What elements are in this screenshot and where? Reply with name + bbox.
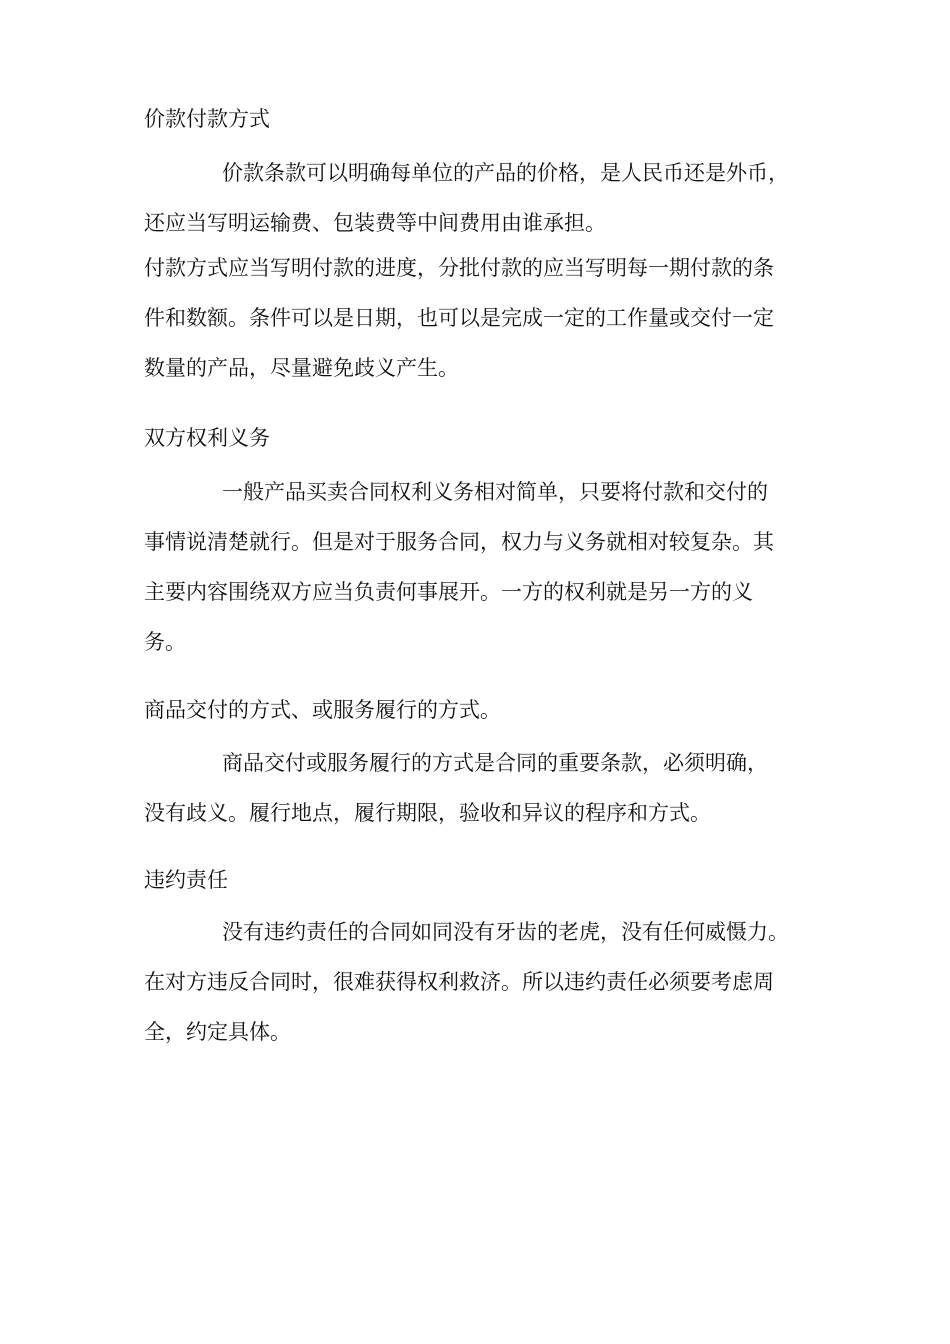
paragraph-line: 件和数额。条件可以是日期，也可以是完成一定的工作量或交付一定: [144, 306, 774, 330]
paragraph-line: 价款条款可以明确每单位的产品的价格，是人民币还是外币，: [222, 161, 789, 185]
section-heading-price-payment: [144, 94, 824, 144]
heading-text: 双方权利义务: [144, 426, 270, 450]
paragraph-line: 一般产品买卖合同权利义务相对简单，只要将付款和交付的: [222, 480, 768, 504]
paragraph-payment-method: [144, 243, 824, 393]
paragraph-line: 商品交付或服务履行的方式是合同的重要条款，必须明确，: [222, 751, 768, 775]
paragraph-rights-obligations: [144, 467, 824, 667]
section-heading-delivery-method: [144, 685, 824, 735]
paragraph-line: 没有违约责任的合同如同没有牙齿的老虎，没有任何威慑力。: [222, 920, 789, 944]
paragraph-line: 主要内容围绕双方应当负责何事展开。一方的权利就是另一方的义: [144, 580, 753, 604]
heading-text: 价款付款方式: [144, 107, 270, 131]
heading-text: 违约责任: [144, 868, 228, 892]
paragraph-line: 付款方式应当写明付款的进度，分批付款的应当写明每一期付款的条: [144, 256, 774, 280]
paragraph-line: 数量的产品，尽量避免歧义产生。: [144, 356, 459, 380]
heading-text: 商品交付的方式、或服务履行的方式。: [144, 698, 501, 722]
paragraph-line: 在对方违反合同时，很难获得权利救济。所以违约责任必须要考虑周: [144, 970, 774, 994]
paragraph-line: 没有歧义。履行地点，履行期限，验收和异议的程序和方式。: [144, 801, 711, 825]
paragraph-breach-liability: [144, 907, 824, 1057]
paragraph-price-clause: [144, 148, 824, 248]
paragraph-line: 事情说清楚就行。但是对于服务合同，权力与义务就相对较复杂。其: [144, 530, 774, 554]
paragraph-line: 还应当写明运输费、包装费等中间费用由谁承担。: [144, 211, 606, 235]
paragraph-line: 全，约定具体。: [144, 1020, 291, 1044]
section-heading-rights-obligations: [144, 413, 824, 463]
paragraph-delivery-method: [144, 738, 824, 838]
paragraph-line: 务。: [144, 630, 186, 654]
section-heading-breach-liability: [144, 855, 824, 905]
